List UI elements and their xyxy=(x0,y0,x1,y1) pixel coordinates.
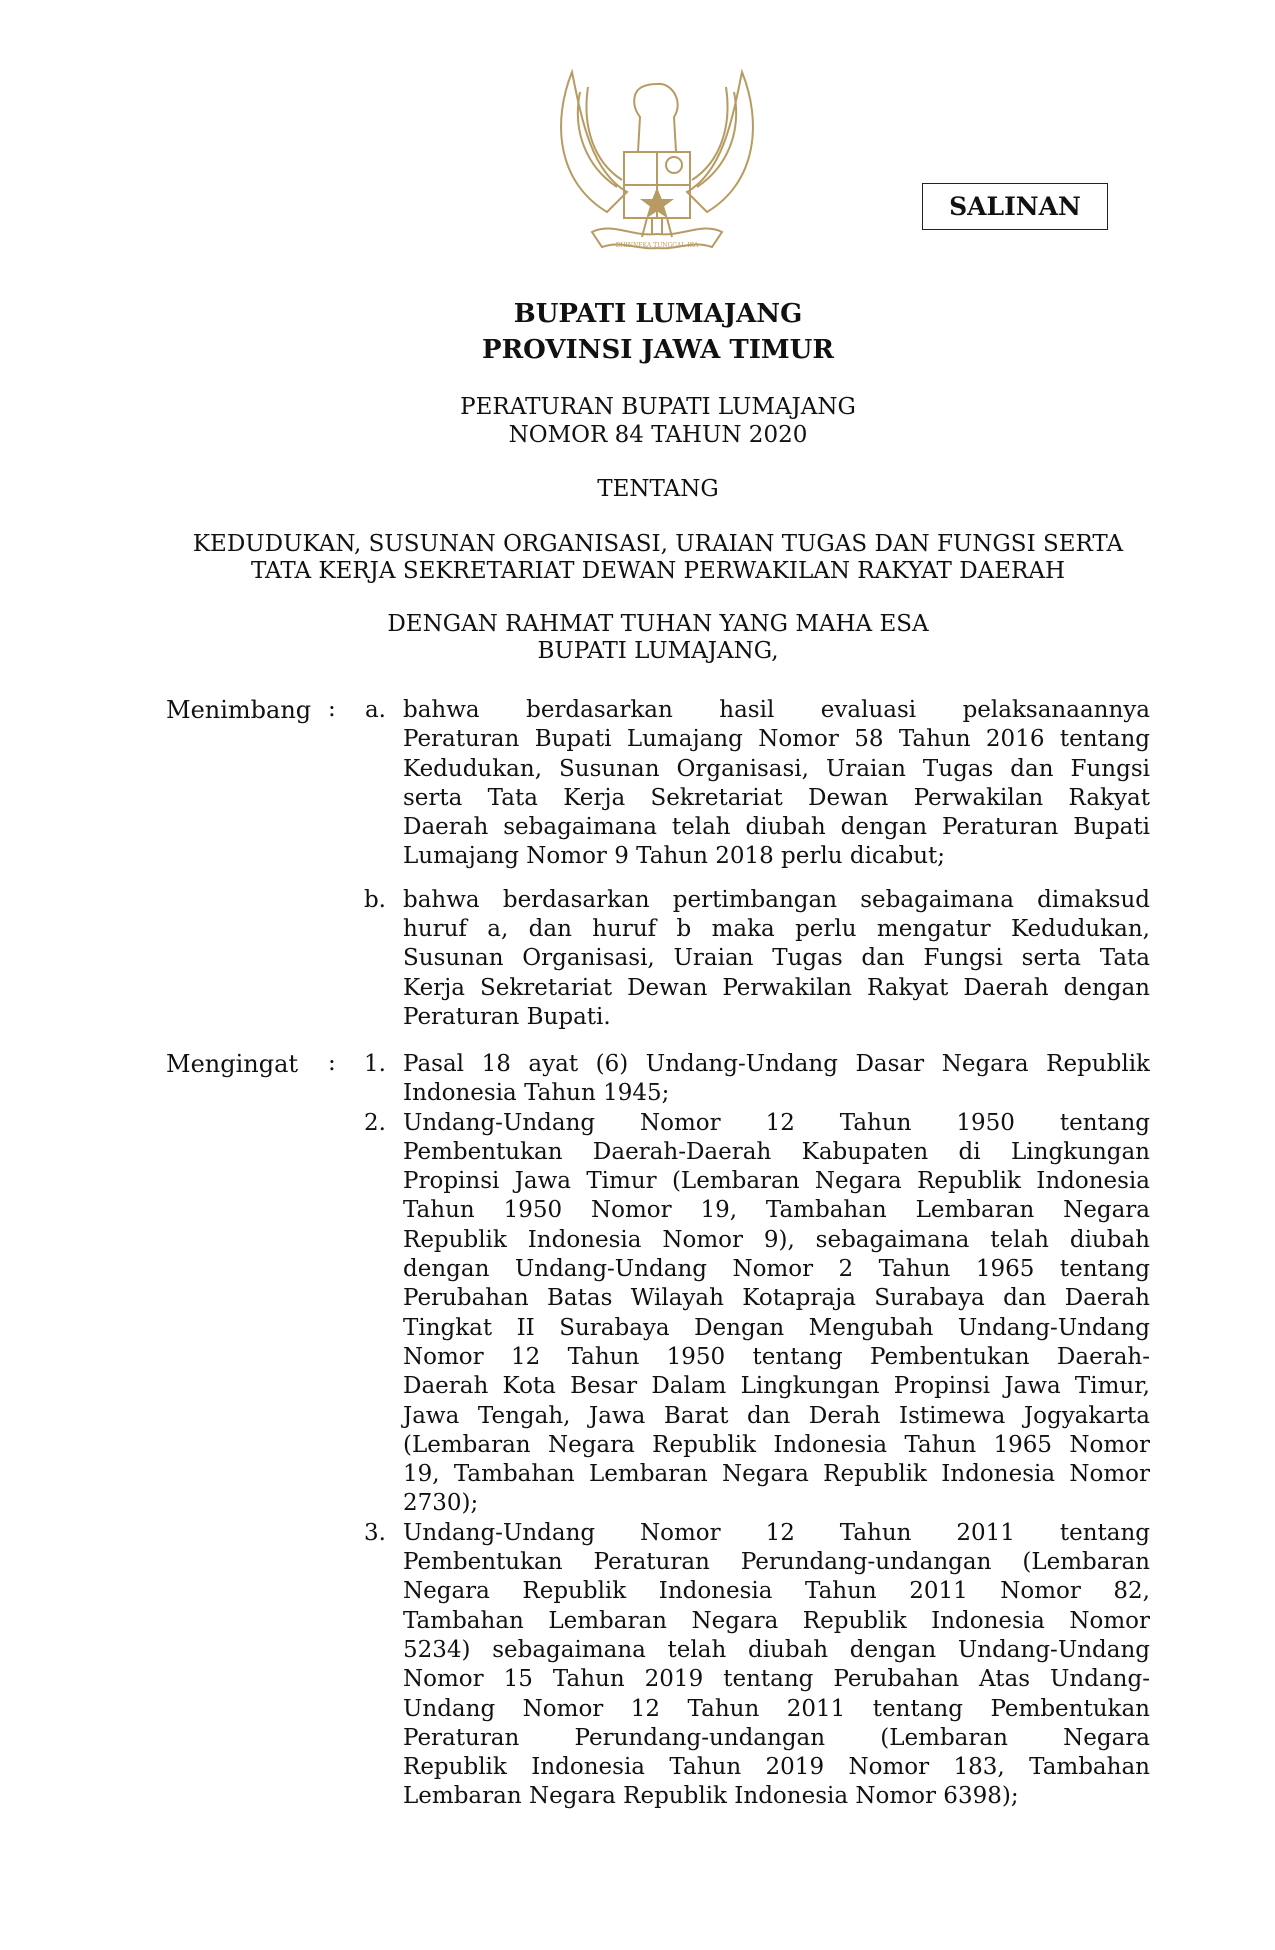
section-label-menimbang: Menimbang xyxy=(166,696,312,724)
subject-line-1: KEDUDUKAN, SUSUNAN ORGANISASI, URAIAN TUGAS DAN FUNGSI SERTA xyxy=(192,531,1124,557)
subject-line-2: TATA KERJA SEKRETARIAT DEWAN PERWAKILAN RAKYAT DAERAH xyxy=(250,558,1066,584)
paragraph-line: Pembentukan Daerah-Daerah Kabupaten di Lingkungan xyxy=(403,1138,1150,1165)
paragraph-line: dengan Undang-Undang Nomor 2 Tahun 1965 tentang xyxy=(403,1256,1150,1283)
regulation-title: PERATURAN BUPATI LUMAJANG xyxy=(460,394,856,420)
section-colon: : xyxy=(328,1050,336,1076)
item-marker: 2. xyxy=(364,1109,386,1136)
paragraph-line: Tahun 1950 Nomor 19, Tambahan Lembaran Negara xyxy=(403,1197,1150,1224)
paragraph-line: Republik Indonesia Tahun 2019 Nomor 183, Tambahan xyxy=(403,1754,1150,1781)
paragraph-line: Undang Nomor 12 Tahun 2011 tentang Pembentukan xyxy=(403,1695,1150,1722)
emblem-motto: BHINNEKA TUNGGAL IKA xyxy=(615,242,699,249)
item-marker: 3. xyxy=(364,1519,386,1546)
paragraph-line: Pembentukan Peraturan Perundang-undangan (Lembaran xyxy=(403,1549,1150,1576)
regulation-number: NOMOR 84 TAHUN 2020 xyxy=(508,422,808,448)
paragraph-line: Lumajang Nomor 9 Tahun 2018 perlu dicabut; xyxy=(403,843,946,870)
item-paragraph xyxy=(403,1050,1150,1109)
paragraph-line: Nomor 12 Tahun 1950 tentang Pembentukan Daerah- xyxy=(403,1343,1150,1370)
paragraph-line: Propinsi Jawa Timur (Lembaran Negara Republik Indonesia xyxy=(403,1168,1150,1195)
paragraph-line: Susunan Organisasi, Uraian Tugas dan Fungsi serta Tata xyxy=(403,945,1150,972)
item-paragraph xyxy=(403,1109,1150,1519)
paragraph-line: Indonesia Tahun 1945; xyxy=(403,1080,670,1107)
paragraph-line: bahwa berdasarkan pertimbangan sebagaimana dimaksud xyxy=(403,886,1150,913)
paragraph-line: 2730); xyxy=(403,1490,479,1517)
paragraph-line: serta Tata Kerja Sekretariat Dewan Perwakilan Rakyat xyxy=(403,784,1150,811)
paragraph-line: bahwa berdasarkan hasil evaluasi pelaksanaannya xyxy=(403,697,1150,723)
paragraph-line: huruf a, dan huruf b maka perlu mengatur Kedudukan, xyxy=(403,916,1150,943)
paragraph-line: Undang-Undang Nomor 12 Tahun 2011 tentang xyxy=(403,1519,1150,1546)
blessing-line-1: DENGAN RAHMAT TUHAN YANG MAHA ESA xyxy=(387,611,929,637)
paragraph-line: Peraturan Perundang-undangan (Lembaran Negara xyxy=(403,1724,1150,1751)
paragraph-line: Republik Indonesia Nomor 9), sebagaimana telah diubah xyxy=(403,1226,1150,1253)
paragraph-line: Jawa Tengah, Jawa Barat dan Derah Istimewa Jogyakarta xyxy=(403,1402,1150,1429)
item-paragraph xyxy=(403,696,1150,872)
paragraph-line: Peraturan Bupati Lumajang Nomor 58 Tahun 2016 tentang xyxy=(403,726,1150,753)
paragraph-line: Undang-Undang Nomor 12 Tahun 1950 tentang xyxy=(403,1109,1150,1136)
paragraph-line: Tingkat II Surabaya Dengan Mengubah Undang-Undang xyxy=(403,1314,1150,1341)
item-paragraph xyxy=(403,1519,1150,1812)
item-paragraph xyxy=(403,886,1150,1032)
item-marker: a. xyxy=(364,697,386,723)
paragraph-line: Daerah sebagaimana telah diubah dengan Peraturan Bupati xyxy=(403,814,1150,841)
section-label-mengingat: Mengingat xyxy=(166,1050,299,1078)
paragraph-line: Kerja Sekretariat Dewan Perwakilan Rakyat Daerah dengan xyxy=(403,974,1150,1001)
section-colon: : xyxy=(328,696,336,722)
about-heading: TENTANG xyxy=(597,476,719,502)
paragraph-line: Pasal 18 ayat (6) Undang-Undang Dasar Negara Republik xyxy=(403,1051,1150,1077)
province-title: PROVINSI JAWA TIMUR xyxy=(482,335,834,365)
paragraph-line: Daerah Kota Besar Dalam Lingkungan Propinsi Jawa Timur, xyxy=(403,1373,1150,1400)
paragraph-line: 19, Tambahan Lembaran Negara Republik Indonesia Nomor xyxy=(403,1461,1150,1488)
paragraph-line: Tambahan Lembaran Negara Republik Indonesia Nomor xyxy=(403,1607,1150,1634)
paragraph-line: Negara Republik Indonesia Tahun 2011 Nomor 82, xyxy=(403,1578,1150,1605)
item-marker: b. xyxy=(363,886,386,913)
garuda-emblem-icon xyxy=(552,62,762,282)
paragraph-line: Nomor 15 Tahun 2019 tentang Perubahan Atas Undang- xyxy=(403,1666,1150,1693)
paragraph-line: Peraturan Bupati. xyxy=(403,1003,611,1030)
garuda-emblem xyxy=(552,62,762,282)
paragraph-line: 5234) sebagaimana telah diubah dengan Undang-Undang xyxy=(403,1636,1150,1663)
salinan-stamp: SALINAN xyxy=(922,183,1108,230)
issuer-title: BUPATI LUMAJANG xyxy=(513,299,803,329)
paragraph-line: Kedudukan, Susunan Organisasi, Uraian Tugas dan Fungsi xyxy=(403,755,1150,782)
item-marker: 1. xyxy=(364,1051,386,1077)
paragraph-line: Lembaran Negara Republik Indonesia Nomor 6398); xyxy=(403,1783,1019,1810)
blessing-line-2: BUPATI LUMAJANG, xyxy=(537,638,779,664)
paragraph-line: (Lembaran Negara Republik Indonesia Tahun 1965 Nomor xyxy=(403,1431,1150,1458)
paragraph-line: Perubahan Batas Wilayah Kotapraja Surabaya dan Daerah xyxy=(403,1285,1150,1312)
